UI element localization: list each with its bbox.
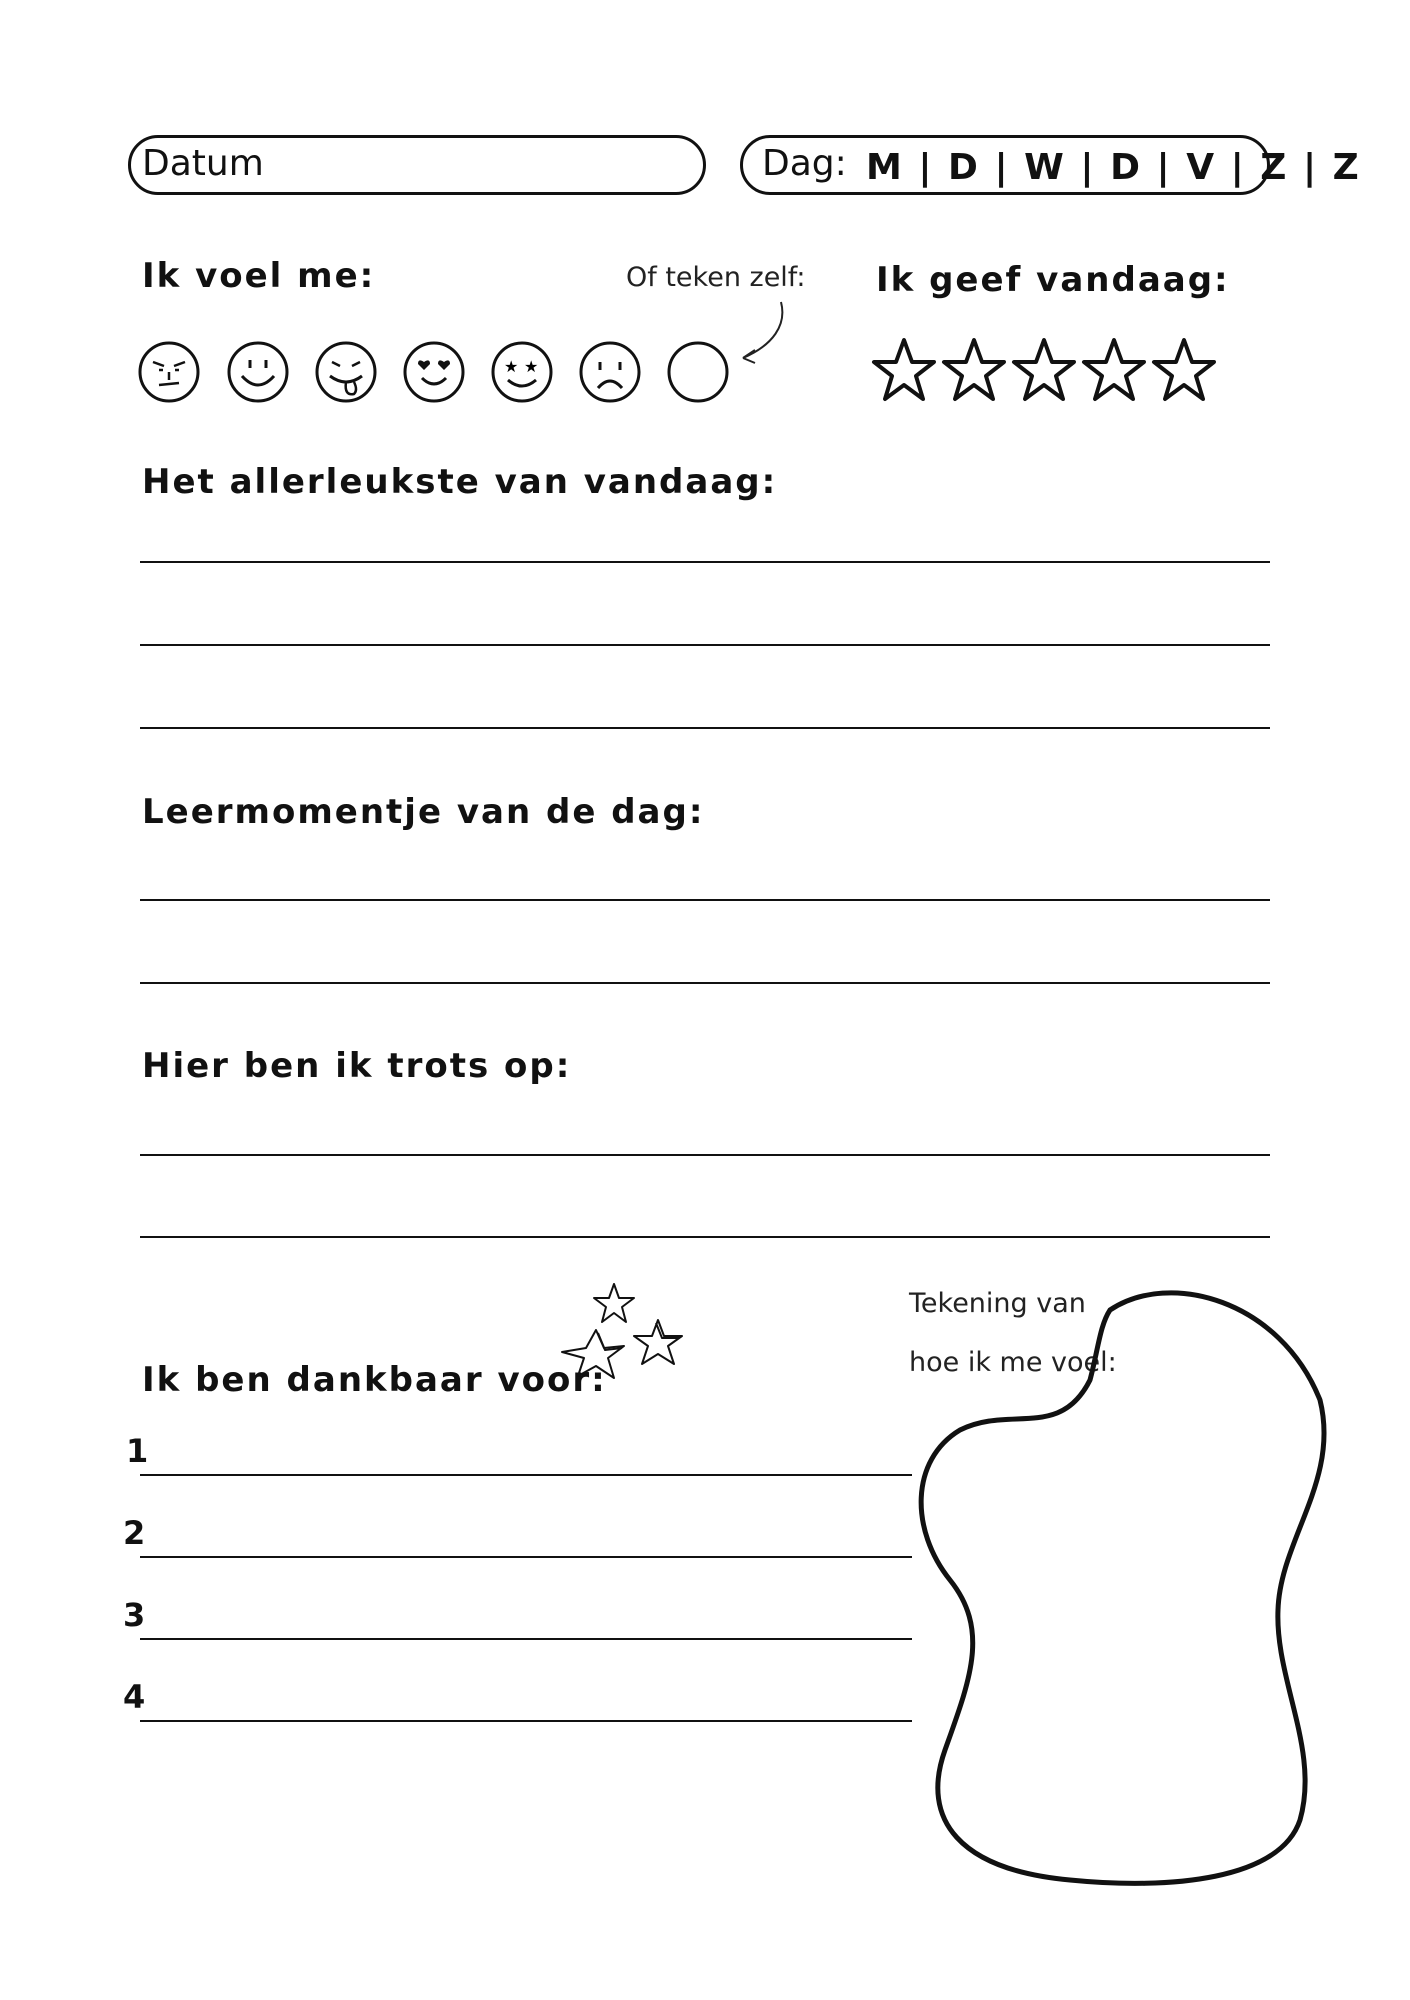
grateful-heading: Ik ben dankbaar voor: bbox=[142, 1360, 607, 1400]
proud-heading: Hier ben ik trots op: bbox=[142, 1046, 572, 1086]
grateful-number: 3 bbox=[123, 1596, 146, 1634]
writing-line[interactable] bbox=[140, 1236, 1270, 1238]
draw-yourself-label: Of teken zelf: bbox=[626, 262, 806, 293]
writing-line[interactable] bbox=[140, 1154, 1270, 1156]
best-heading: Het allerleukste van vandaag: bbox=[142, 462, 778, 502]
drawing-label-line1: Tekening van bbox=[909, 1288, 1086, 1319]
day-options: M | D | W | D | V | Z | Z bbox=[866, 147, 1361, 188]
grateful-line[interactable] bbox=[140, 1474, 912, 1476]
writing-line[interactable] bbox=[140, 727, 1270, 729]
svg-text:★: ★ bbox=[524, 357, 539, 376]
writing-line[interactable] bbox=[140, 644, 1270, 646]
grateful-number: 2 bbox=[123, 1514, 146, 1552]
heart-eyes-face-icon[interactable] bbox=[402, 340, 466, 404]
date-label: Datum bbox=[142, 143, 264, 184]
grateful-line[interactable] bbox=[140, 1556, 912, 1558]
grateful-line[interactable] bbox=[140, 1720, 912, 1722]
writing-line[interactable] bbox=[140, 561, 1270, 563]
sparkle-stars-icon bbox=[558, 1280, 698, 1400]
day-option[interactable]: V bbox=[1186, 147, 1217, 188]
star-icon[interactable] bbox=[1084, 340, 1144, 399]
drawing-label-line2: hoe ik me voel: bbox=[909, 1347, 1117, 1378]
day-option[interactable]: Z bbox=[1260, 147, 1289, 188]
star-icon[interactable] bbox=[1014, 340, 1074, 399]
grateful-number: 1 bbox=[126, 1432, 149, 1470]
rating-stars bbox=[872, 336, 1232, 406]
day-option[interactable]: W bbox=[1024, 147, 1066, 188]
learning-heading: Leermomentje van de dag: bbox=[142, 792, 705, 832]
grateful-number: 4 bbox=[123, 1678, 146, 1716]
empty-face-circle[interactable] bbox=[666, 340, 730, 404]
grateful-line[interactable] bbox=[140, 1638, 912, 1640]
tongue-face-icon[interactable] bbox=[314, 340, 378, 404]
angry-face-icon[interactable] bbox=[137, 340, 201, 404]
day-option[interactable]: D bbox=[948, 147, 980, 188]
writing-line[interactable] bbox=[140, 982, 1270, 984]
sad-face-icon[interactable] bbox=[578, 340, 642, 404]
drawing-blob[interactable] bbox=[900, 1280, 1350, 1900]
rating-heading: Ik geef vandaag: bbox=[876, 260, 1230, 300]
star-eyes-face-icon[interactable] bbox=[490, 340, 554, 404]
day-label: Dag: bbox=[762, 143, 847, 184]
arrow-icon bbox=[735, 300, 795, 365]
star-icon[interactable] bbox=[1154, 340, 1214, 399]
svg-text:★: ★ bbox=[504, 357, 519, 376]
mood-heading: Ik voel me: bbox=[142, 256, 376, 296]
smile-face-icon[interactable] bbox=[226, 340, 290, 404]
day-option[interactable]: Z bbox=[1332, 147, 1361, 188]
day-option[interactable]: D bbox=[1110, 147, 1142, 188]
writing-line[interactable] bbox=[140, 899, 1270, 901]
day-option[interactable]: M bbox=[866, 147, 904, 188]
star-icon[interactable] bbox=[874, 340, 934, 399]
star-icon[interactable] bbox=[944, 340, 1004, 399]
